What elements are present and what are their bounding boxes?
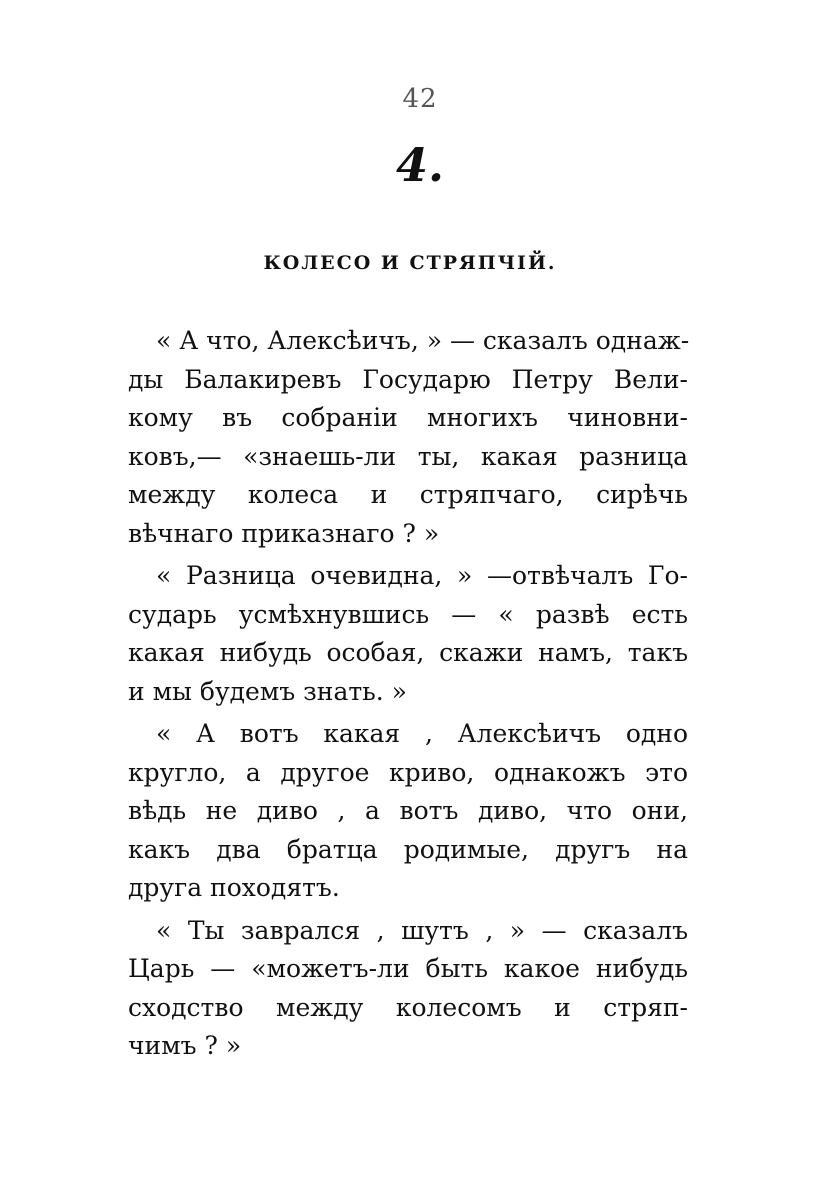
text-line: сходство между колесомъ и стряп- — [128, 992, 688, 1022]
text-line: друга походятъ. — [128, 873, 340, 902]
text-line: чимъ ? » — [128, 1031, 242, 1060]
section-number: 4. — [395, 138, 445, 192]
story-title: КОЛЕСО И СТРЯПЧІЙ. — [263, 252, 557, 274]
paragraph — [128, 557, 688, 711]
paragraph — [128, 715, 688, 908]
text-line: ды Балакиревъ Государю Петру Вели- — [128, 364, 688, 394]
text-line: « А что, Алексѣичъ, » — сказалъ однаж- — [156, 326, 690, 355]
text-line: между колеса и стряпчаго, сирѣчь — [128, 480, 688, 509]
text-line: и мы будемъ знать. » — [128, 676, 407, 706]
text-line: вѣдь не диво , а вотъ диво, что они, — [128, 796, 688, 825]
text-line: какая нибудь особая, скажи намъ, такъ — [128, 638, 688, 667]
text-line: « Ты заврался , шутъ , » — сказалъ — [156, 915, 688, 945]
text-line: вѣчнаго приказнаго ? » — [128, 518, 440, 548]
text-line: ковъ,— «знаешь-ли ты, какая разница — [128, 441, 688, 471]
paragraph — [128, 912, 688, 1066]
text-line: кругло, а другое криво, однакожъ это — [128, 757, 688, 787]
story-body — [128, 322, 688, 1066]
text-line: « А вотъ какая , Алексѣичъ одно — [156, 719, 688, 748]
text-line: « Разница очевидна, » —отвѣчалъ Го- — [156, 561, 688, 590]
text-line: сударь усмѣхнувшись — « развѣ есть — [128, 599, 688, 629]
text-line: какъ два братца родимые, другъ на — [128, 834, 688, 864]
text-line: кому въ собраніи многихъ чиновни- — [128, 403, 688, 432]
page-number: 42 — [402, 84, 438, 114]
text-line: Царь — «можетъ-ли быть какое нибудь — [128, 954, 688, 983]
paragraph — [128, 322, 688, 553]
